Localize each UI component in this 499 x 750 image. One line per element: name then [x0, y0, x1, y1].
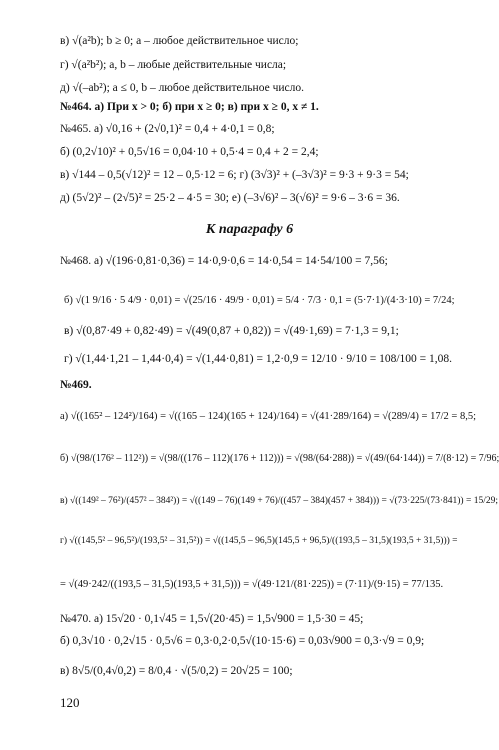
problem-469-g-cont: = √(49·242/((193,5 – 31,5)(193,5 + 31,5))) = √(49·121/(81·225)) = (7·11)/(9·15) = 77/135.: [60, 579, 444, 590]
problem-468-a: №468. а) √(196·0,81·0,36) = 14·0,9·0,6 = 14·0,54 = 14·54/100 = 7,56;: [60, 255, 388, 267]
line-g: г) √(a²b²); a, b – любые действительные числа;: [60, 59, 287, 71]
problem-469-v: в) √((149² – 76²)/(457² – 384²)) = √((149 – 76)(149 + 76)/((457 – 384)(457 + 384))) = √(73·225/(73·841)) = 15/29;: [60, 496, 498, 506]
problem-469-g: г) √((145,5² – 96,5²)/(193,5² – 31,5²)) = √((145,5 – 96,5)(145,5 + 96,5)/((193,5 – 31,5)(193,5 + 31,5))) =: [60, 536, 458, 546]
problem-468-v: в) √(0,87·49 + 0,82·49) = √(49(0,87 + 0,82)) = √(49·1,69) = 7·1,3 = 9,1;: [64, 325, 399, 337]
line-d: д) √(–ab²); a ≤ 0, b – любое действительное число.: [60, 82, 304, 94]
problem-465-b: б) (0,2√10)² + 0,5√16 = 0,04·10 + 0,5·4 = 0,4 + 2 = 2,4;: [60, 146, 319, 158]
line-v: в) √(a²b); b ≥ 0; a – любое действительное число;: [60, 35, 299, 47]
problem-470-a: №470. а) 15√20 · 0,1√45 = 1,5√(20·45) = 1,5√900 = 1,5·30 = 45;: [60, 613, 364, 625]
problem-468-g: г) √(1,44·1,21 – 1,44·0,4) = √(1,44·0,81) = 1,2·0,9 = 12/10 · 9/10 = 108/100 = 1,08.: [64, 353, 453, 365]
problem-469-a: а) √((165² – 124²)/164) = √((165 – 124)(165 + 124)/164) = √(41·289/164) = √(289/4) = 17/2 = 8,5;: [60, 411, 476, 422]
problem-464: №464. а) При x > 0; б) при x ≥ 0; в) при x ≥ 0, x ≠ 1.: [60, 101, 319, 113]
problem-470-v: в) 8√5/(0,4√0,2) = 8/0,4 · √(5/0,2) = 20√25 = 100;: [60, 665, 293, 677]
problem-465-a: №465. а) √0,16 + (2√0,1)² = 0,4 + 4·0,1 = 0,8;: [60, 123, 275, 135]
problem-469-b: б) √(98/(176² – 112²)) = √(98/((176 – 112)(176 + 112))) = √(98/(64·288)) = √(49/(64·144)) = 7/(8·12) = 7/96;: [60, 453, 499, 464]
problem-469-label: №469.: [60, 379, 92, 391]
problem-470-b: б) 0,3√10 · 0,2√15 · 0,5√6 = 0,3·0,2·0,5√(10·15·6) = 0,03√900 = 0,3·√9 = 0,9;: [60, 635, 425, 647]
section-heading: К параграфу 6: [205, 222, 294, 237]
problem-465-de: д) (5√2)² – (2√5)² = 25·2 – 4·5 = 30; е) (–3√6)² – 3(√6)² = 9·6 – 3·6 = 36.: [60, 192, 400, 204]
problem-465-vg: в) √144 – 0,5(√12)² = 12 – 0,5·12 = 6; г) (3√3)² + (–3√3)² = 9·3 + 9·3 = 54;: [60, 169, 409, 181]
page-number: 120: [60, 695, 80, 710]
problem-468-b: б) √(1 9/16 · 5 4/9 · 0,01) = √(25/16 · 49/9 · 0,01) = 5/4 · 7/3 · 0,1 = (5·7·1)/(4·3·10) = 7/24;: [64, 295, 455, 306]
